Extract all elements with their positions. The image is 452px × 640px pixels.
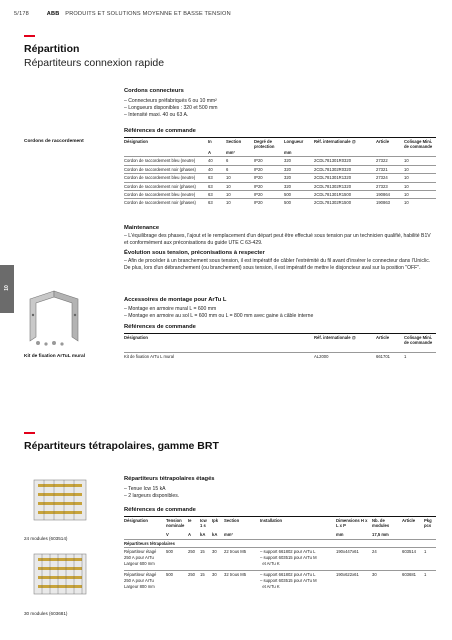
- col-header: Article: [376, 335, 390, 340]
- side-label: Cordons de raccordement: [24, 139, 84, 144]
- section-heading: Cordons connecteurs: [124, 88, 184, 94]
- page-number: 5/178: [14, 11, 29, 17]
- cordons-table: [124, 139, 436, 207]
- page-title: Répartition: [24, 43, 80, 55]
- list-item: – Montage en armoire au sol L = 600 mm ou L = 800 mm avec gaine à câble interne: [124, 313, 313, 320]
- col-header: Dimensions H x L x P: [336, 518, 368, 529]
- col-header: Nb. de modules: [372, 518, 390, 529]
- col-header: Longueur: [284, 139, 304, 144]
- feature-list: [124, 98, 217, 120]
- accessories-heading: Accessoires de montage pour ArTu L: [124, 297, 227, 303]
- table-top-rule: [124, 516, 436, 517]
- list-item: – Intensité maxi. 40 ou 63 A.: [124, 112, 217, 119]
- col-header: Ipk: [212, 518, 219, 523]
- col-header: Pkg pcs: [424, 518, 432, 529]
- section-heading: Répartiteurs tétrapolaires étagés: [124, 476, 215, 482]
- col-header: Article: [376, 139, 390, 144]
- refs-heading: Références de commande: [124, 324, 196, 330]
- maintenance-heading: Maintenance: [124, 225, 160, 231]
- table-row: Cordon de raccordement noir (phases) 40 6 IP20 320 2CDL781302R0320 27321 10: [124, 165, 436, 173]
- col-header: Désignation: [124, 139, 148, 144]
- mounting-bracket-image: [24, 285, 84, 347]
- col-header: Icw 1 s: [200, 518, 207, 529]
- col-header: Colisage Mini. de commande: [404, 335, 433, 346]
- col-header: Section: [224, 518, 240, 523]
- table-header: [124, 518, 436, 532]
- col-header: Réf. internationale @: [314, 139, 356, 144]
- unit: A: [208, 150, 212, 156]
- unit: mm²: [226, 150, 235, 156]
- image-caption: 30 modules (603681): [24, 611, 68, 616]
- page-header: [14, 11, 231, 17]
- section-tab[interactable]: 10: [0, 265, 14, 313]
- table-row: Répartiteur étagé 250 A pour ArTu Largeur 600 mm 500 250 15 30 22 trous M5 190x447x61 24 603514 1 – support 661802 pour ArTu L – support 603515 pour ArTu M et ArTu K: [124, 547, 436, 570]
- red-accent-bar: [24, 432, 35, 434]
- maintenance-text: – L'équilibrage des phases, l'ajout et le remplacement d'un départ peut être effectué sous tension par un technicien qualifié, habilité B1V et conformément aux préconisations du guide UTE C 63-429.: [124, 233, 431, 246]
- list-item: – Longueurs disponibles : 320 et 500 mm: [124, 105, 217, 112]
- table-row: Kit de fixation ArTu L mural AL2000 661701 1: [124, 353, 436, 361]
- col-header: Installation: [260, 518, 283, 523]
- evolution-text: – Afin de procéder à un branchement sous tension, il est impératif de câbler l'extrémité du fil avant d'insérer le connecteur dans l'Uniclic. De plus, lors d'un débranchement (ou branchement) sous tension, il est impératif de mettre le disjoncteur aval sur la position "OFF".: [124, 258, 431, 271]
- table-row: Cordon de raccordement bleu (neutre) 40 6 IP20 320 2CDL781301R0320 27322 10: [124, 157, 436, 165]
- section-title: Répartiteurs tétrapolaires, gamme BRT: [24, 440, 219, 452]
- units-row: V A kA kA mm² mm 17,5 mm: [166, 532, 389, 537]
- distributor-24-image: [30, 474, 90, 526]
- red-accent-bar: [24, 35, 35, 37]
- brand-logo: ABB: [46, 11, 60, 17]
- col-header: Ie: [188, 518, 192, 523]
- list-item: – 2 largeurs disponibles.: [124, 493, 179, 500]
- col-header: Degré de protection: [254, 139, 275, 150]
- kit-table: [124, 335, 436, 361]
- unit: mm: [284, 150, 292, 156]
- col-header: Désignation: [124, 335, 148, 340]
- list-item: – Connecteurs préfabriqués 6 ou 10 mm²: [124, 98, 217, 105]
- header-title: PRODUITS ET SOLUTIONS MOYENNE ET BASSE TENSION: [65, 11, 231, 17]
- col-header: Réf. internationale @: [314, 335, 356, 340]
- table-row: Cordon de raccordement noir (phases) 63 10 IP20 500 2CDL781302R1500 190863 10: [124, 199, 436, 207]
- group-label: Répartiteurs tétrapolaires: [124, 539, 436, 547]
- col-header: In: [208, 139, 212, 144]
- table-row: Cordon de raccordement bleu (neutre) 63 10 IP20 500 2CDL781301R1500 190864 10: [124, 191, 436, 199]
- list-item: – Tenue Icw 15 kA: [124, 486, 179, 493]
- table-row: Cordon de raccordement noir (phases) 63 10 IP20 320 2CDL781302R1320 27323 10: [124, 182, 436, 190]
- col-header: Section: [226, 139, 242, 144]
- image-caption: 24 modules (603514): [24, 536, 68, 541]
- page-subtitle: Répartiteurs connexion rapide: [24, 57, 165, 69]
- list-item: – Montage en armoire mural L = 600 mm: [124, 306, 313, 313]
- table-row: Cordon de raccordement bleu (neutre) 63 10 IP20 320 2CDL781301R1320 27324 10: [124, 174, 436, 182]
- refs-heading: Références de commande: [124, 507, 196, 513]
- distributor-30-image: [30, 548, 90, 600]
- col-header: Désignation: [124, 518, 148, 523]
- feature-list: [124, 486, 179, 500]
- col-header: Colisage Mini. de commande: [404, 139, 433, 150]
- table-top-rule: [124, 137, 436, 138]
- brt-table: [124, 518, 436, 593]
- col-header: Tension nominale: [166, 518, 185, 529]
- refs-heading: Références de commande: [124, 128, 196, 134]
- table-row: Répartiteur étagé 250 A pour ArTu Largeur 800 mm 500 250 15 30 32 trous M5 190x622x61 30 603681 1 – support 661802 pour ArTu L – support 603515 pour ArTu M et ArTu K: [124, 570, 436, 593]
- side-label: Kit de fixation ArTuL mural: [24, 354, 85, 359]
- accessories-list: [124, 306, 313, 320]
- evolution-heading: Évolution sous tension, préconisations à respecter: [124, 250, 265, 256]
- table-top-rule: [124, 333, 436, 334]
- col-header: Article: [402, 518, 416, 523]
